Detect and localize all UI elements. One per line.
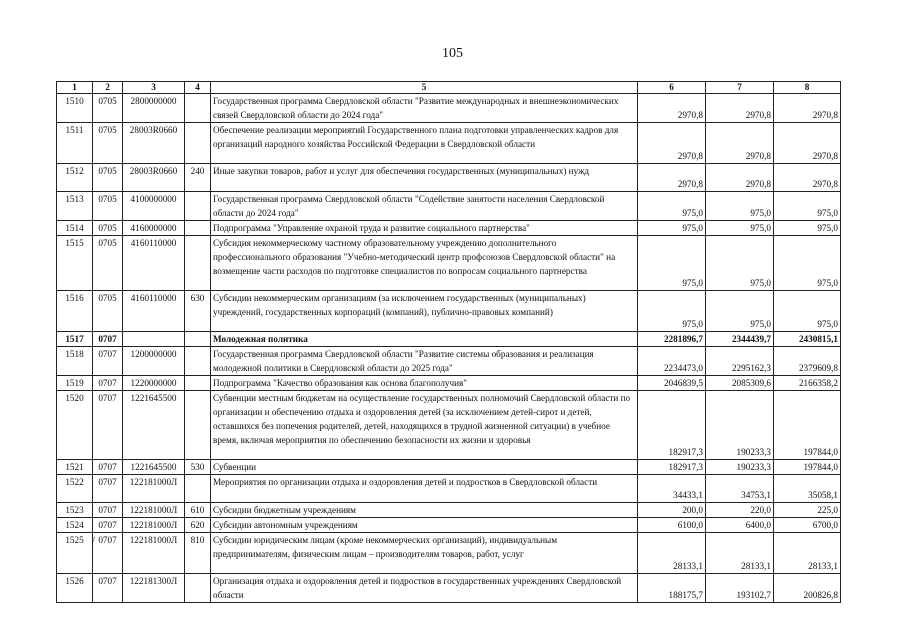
amount-year3-cell: 200826,8 <box>774 574 841 603</box>
header-cell-1: 1 <box>57 82 93 94</box>
section-code-cell: 0707 <box>93 376 123 391</box>
amount-year2-cell: 975,0 <box>706 221 774 236</box>
page-number: 105 <box>442 46 463 61</box>
amount-year2-cell: 2295162,3 <box>706 347 774 376</box>
item-name-cell: Обеспечение реализации мероприятий Государственного плана подготовки управленческих кадров для организаций народного хозяйства Российской Федерации в Свердловской области <box>211 123 638 164</box>
item-name-cell: Подпрограмма "Управление охраной труда и развитие социального партнерства" <box>211 221 638 236</box>
target-code-cell: 28003R0660 <box>123 164 185 192</box>
row-number-cell: 1526 <box>57 574 93 603</box>
row-number-cell: 1513 <box>57 192 93 221</box>
expense-type-cell <box>185 94 211 123</box>
amount-year1-cell: 6100,0 <box>638 518 706 533</box>
target-code-cell: 1221645500 <box>123 391 185 460</box>
section-code-cell: 0707 <box>93 460 123 475</box>
item-name-cell: Субвенции <box>211 460 638 475</box>
expense-type-cell <box>185 236 211 291</box>
header-cell-5: 5 <box>211 82 638 94</box>
header-cell-6: 6 <box>638 82 706 94</box>
amount-year1-cell: 34433,1 <box>638 475 706 503</box>
expense-type-cell <box>185 347 211 376</box>
expense-type-cell <box>185 192 211 221</box>
item-name-cell: Субсидии юридическим лицам (кроме некоммерческих организаций), индивидуальным предпринимателям, физическим лицам – производителям товаров, работ, услуг <box>211 533 638 574</box>
amount-year2-cell: 2344439,7 <box>706 332 774 347</box>
stray-mark: / <box>92 536 95 547</box>
amount-year1-cell: 2970,8 <box>638 164 706 192</box>
section-code-cell: 0705 <box>93 291 123 332</box>
table-row <box>57 503 841 518</box>
amount-year2-cell: 2970,8 <box>706 123 774 164</box>
target-code-cell <box>123 332 185 347</box>
amount-year1-cell: 2970,8 <box>638 123 706 164</box>
item-name-cell: Государственная программа Свердловской области "Содействие занятости населения Свердловской области до 2024 года" <box>211 192 638 221</box>
amount-year1-cell: 182917,3 <box>638 460 706 475</box>
target-code-cell: 122181000Л <box>123 475 185 503</box>
row-number-cell: 1519 <box>57 376 93 391</box>
table-row <box>57 518 841 533</box>
row-number-cell: 1516 <box>57 291 93 332</box>
item-name-cell: Организация отдыха и оздоровления детей и подростков в государственных учреждениях Свердловской области <box>211 574 638 603</box>
expense-type-cell: 620 <box>185 518 211 533</box>
amount-year1-cell: 2970,8 <box>638 94 706 123</box>
amount-year1-cell: 2046839,5 <box>638 376 706 391</box>
target-code-cell: 1220000000 <box>123 376 185 391</box>
amount-year1-cell: 975,0 <box>638 192 706 221</box>
table-row <box>57 574 841 603</box>
expense-type-cell: 630 <box>185 291 211 332</box>
item-name-cell: Молодежная политика <box>211 332 638 347</box>
table-row <box>57 221 841 236</box>
amount-year1-cell: 188175,7 <box>638 574 706 603</box>
amount-year1-cell: 200,0 <box>638 503 706 518</box>
target-code-cell: 122181000Л <box>123 533 185 574</box>
expense-type-cell: 240 <box>185 164 211 192</box>
header-cell-4: 4 <box>185 82 211 94</box>
amount-year2-cell: 6400,0 <box>706 518 774 533</box>
section-code-cell: 0705 <box>93 164 123 192</box>
target-code-cell: 28003R0660 <box>123 123 185 164</box>
table-row <box>57 475 841 503</box>
amount-year3-cell: 2970,8 <box>774 94 841 123</box>
amount-year3-cell: 2166358,2 <box>774 376 841 391</box>
amount-year1-cell: 975,0 <box>638 221 706 236</box>
header-cell-8: 8 <box>774 82 841 94</box>
row-number-cell: 1524 <box>57 518 93 533</box>
amount-year3-cell: 197844,0 <box>774 460 841 475</box>
amount-year1-cell: 975,0 <box>638 236 706 291</box>
amount-year2-cell: 34753,1 <box>706 475 774 503</box>
row-number-cell: 1521 <box>57 460 93 475</box>
amount-year1-cell: 28133,1 <box>638 533 706 574</box>
row-number-cell: 1518 <box>57 347 93 376</box>
header-cell-7: 7 <box>706 82 774 94</box>
amount-year3-cell: 35058,1 <box>774 475 841 503</box>
section-code-cell: 0705 <box>93 123 123 164</box>
row-number-cell: 1511 <box>57 123 93 164</box>
section-code-cell: 0705 <box>93 192 123 221</box>
amount-year2-cell: 975,0 <box>706 192 774 221</box>
item-name-cell: Подпрограмма "Качество образования как основа благополучия" <box>211 376 638 391</box>
table-row <box>57 94 841 123</box>
section-code-cell: 0707 <box>93 503 123 518</box>
section-code-cell: 0707 <box>93 475 123 503</box>
row-number-cell: 1515 <box>57 236 93 291</box>
table-row <box>57 347 841 376</box>
amount-year1-cell: 975,0 <box>638 291 706 332</box>
target-code-cell: 1200000000 <box>123 347 185 376</box>
section-code-cell: 0707 <box>93 332 123 347</box>
amount-year3-cell: 225,0 <box>774 503 841 518</box>
amount-year2-cell: 2970,8 <box>706 94 774 123</box>
target-code-cell: 4160110000 <box>123 236 185 291</box>
amount-year3-cell: 975,0 <box>774 236 841 291</box>
expense-type-cell <box>185 332 211 347</box>
amount-year2-cell: 193102,7 <box>706 574 774 603</box>
amount-year3-cell: 2970,8 <box>774 123 841 164</box>
amount-year3-cell: 197844,0 <box>774 391 841 460</box>
amount-year2-cell: 190233,3 <box>706 391 774 460</box>
amount-year3-cell: 2430815,1 <box>774 332 841 347</box>
budget-table <box>56 81 841 603</box>
row-number-cell: 1520 <box>57 391 93 460</box>
target-code-cell: 1221645500 <box>123 460 185 475</box>
target-code-cell: 2800000000 <box>123 94 185 123</box>
expense-type-cell <box>185 574 211 603</box>
item-name-cell: Субсидии некоммерческим организациям (за исключением государственных (муниципальных) учреждений, государственных корпораций (компаний), публично-правовых компаний) <box>211 291 638 332</box>
amount-year2-cell: 975,0 <box>706 236 774 291</box>
table-row <box>57 123 841 164</box>
amount-year3-cell: 975,0 <box>774 221 841 236</box>
target-code-cell: 4160000000 <box>123 221 185 236</box>
row-number-cell: 1512 <box>57 164 93 192</box>
table-body <box>57 82 841 603</box>
target-code-cell: 122181000Л <box>123 518 185 533</box>
amount-year3-cell: 6700,0 <box>774 518 841 533</box>
expense-type-cell <box>185 221 211 236</box>
target-code-cell: 122181300Л <box>123 574 185 603</box>
row-number-cell: 1525 <box>57 533 93 574</box>
expense-type-cell <box>185 391 211 460</box>
expense-type-cell <box>185 376 211 391</box>
amount-year2-cell: 2970,8 <box>706 164 774 192</box>
section-code-cell: 0705 <box>93 94 123 123</box>
item-name-cell: Субвенции местным бюджетам на осуществление государственных полномочий Свердловской области по организации и обеспечению отдыха и оздоровления детей (за исключением детей-сирот и детей, оставшихся без попечения родителей, детей, находящихся в трудной жизненной ситуации) в учебное время, включая мероприятия по обеспечению безопасности их жизни и здоровья <box>211 391 638 460</box>
amount-year1-cell: 2281896,7 <box>638 332 706 347</box>
expense-type-cell <box>185 475 211 503</box>
amount-year2-cell: 2085309,6 <box>706 376 774 391</box>
table-row <box>57 236 841 291</box>
item-name-cell: Субсидии автономным учреждениям <box>211 518 638 533</box>
expense-type-cell <box>185 123 211 164</box>
item-name-cell: Государственная программа Свердловской области "Развитие системы образования и реализация молодежной политики в Свердловской области до 2025 года" <box>211 347 638 376</box>
amount-year3-cell: 975,0 <box>774 192 841 221</box>
section-code-cell: 0707 <box>93 574 123 603</box>
section-code-cell: 0705 <box>93 221 123 236</box>
item-name-cell: Субсидия некоммерческому частному образовательному учреждению дополнительного профессионального образования "Учебно-методический центр профсоюзов Свердловской области" на возмещение части расходов по подготовке специалистов по вопросам социального партнерства <box>211 236 638 291</box>
amount-year2-cell: 220,0 <box>706 503 774 518</box>
table-row <box>57 391 841 460</box>
table-row <box>57 460 841 475</box>
item-name-cell: Субсидии бюджетным учреждениям <box>211 503 638 518</box>
amount-year3-cell: 28133,1 <box>774 533 841 574</box>
table-row <box>57 192 841 221</box>
item-name-cell: Иные закупки товаров, работ и услуг для обеспечения государственных (муниципальных) нужд <box>211 164 638 192</box>
header-row <box>57 82 841 94</box>
row-number-cell: 1522 <box>57 475 93 503</box>
table-row <box>57 332 841 347</box>
section-code-cell: 0707 <box>93 391 123 460</box>
amount-year1-cell: 2234473,0 <box>638 347 706 376</box>
expense-type-cell: 810 <box>185 533 211 574</box>
row-number-cell: 1523 <box>57 503 93 518</box>
table-row <box>57 291 841 332</box>
header-cell-3: 3 <box>123 82 185 94</box>
row-number-cell: 1517 <box>57 332 93 347</box>
header-cell-2: 2 <box>93 82 123 94</box>
section-code-cell: 0705 <box>93 236 123 291</box>
section-code-cell: 0707 <box>93 347 123 376</box>
amount-year2-cell: 28133,1 <box>706 533 774 574</box>
amount-year1-cell: 182917,3 <box>638 391 706 460</box>
row-number-cell: 1510 <box>57 94 93 123</box>
target-code-cell: 4160110000 <box>123 291 185 332</box>
amount-year3-cell: 2970,8 <box>774 164 841 192</box>
section-code-cell: 0707 <box>93 533 123 574</box>
table-row <box>57 164 841 192</box>
amount-year3-cell: 975,0 <box>774 291 841 332</box>
expense-type-cell: 610 <box>185 503 211 518</box>
section-code-cell: 0707 <box>93 518 123 533</box>
table-row <box>57 533 841 574</box>
expense-type-cell: 530 <box>185 460 211 475</box>
target-code-cell: 122181000Л <box>123 503 185 518</box>
row-number-cell: 1514 <box>57 221 93 236</box>
amount-year2-cell: 975,0 <box>706 291 774 332</box>
amount-year2-cell: 190233,3 <box>706 460 774 475</box>
target-code-cell: 4100000000 <box>123 192 185 221</box>
item-name-cell: Государственная программа Свердловской области "Развитие международных и внешнеэкономических связей Свердловской области до 2024 года" <box>211 94 638 123</box>
item-name-cell: Мероприятия по организации отдыха и оздоровления детей и подростков в Свердловской области <box>211 475 638 503</box>
amount-year3-cell: 2379609,8 <box>774 347 841 376</box>
table-row <box>57 376 841 391</box>
